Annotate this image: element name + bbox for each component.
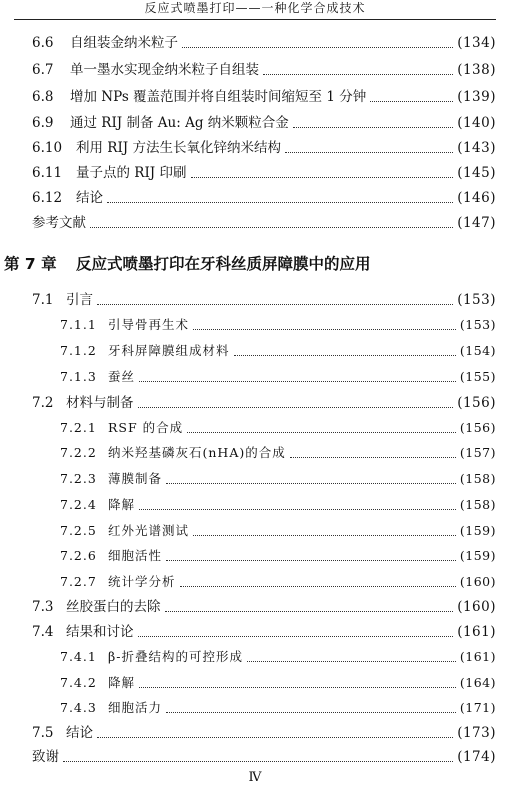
toc-entry[interactable] (32, 596, 496, 618)
leader-dots (166, 483, 456, 484)
toc-entry-number: 7.2.2 (60, 445, 97, 460)
leader-dots (370, 101, 453, 102)
toc-entry-number: 6.11 (32, 165, 63, 181)
leader-dots (191, 177, 454, 178)
toc-entry-page: (145) (457, 165, 496, 181)
toc-entry-title: 统计学分析 (108, 574, 176, 589)
toc-entry-page: (157) (459, 445, 496, 460)
toc-entry-page: (143) (457, 140, 496, 156)
toc-entry-number: 6.8 (32, 89, 54, 105)
toc-entry-title: 纳米羟基磷灰石(nHA)的合成 (108, 445, 286, 460)
leader-dots (138, 407, 454, 408)
toc-entry[interactable] (32, 59, 496, 81)
toc-entry-title: β-折叠结构的可控形成 (108, 649, 243, 664)
toc-entry[interactable] (32, 32, 496, 54)
toc-entry-title: 增加 NPs 覆盖范围并将自组装时间缩短至 1 分钟 (70, 89, 367, 105)
toc-entry-page: (156) (459, 420, 496, 435)
leader-dots (166, 560, 456, 561)
toc-entry-number: 6.12 (32, 190, 63, 206)
toc-entry-number: 7.1 (32, 292, 54, 308)
page-number: Ⅳ (248, 770, 262, 785)
toc-entry-title: 蚕丝 (108, 369, 136, 384)
toc-entry-number: 6.9 (32, 115, 54, 131)
leader-dots (290, 457, 456, 458)
leader-dots (97, 304, 453, 305)
leader-dots (193, 329, 456, 330)
leader-dots (263, 74, 453, 75)
toc-subentry[interactable] (60, 417, 496, 439)
toc-entry-title: 利用 RIJ 方法生长氧化锌纳米结构 (76, 140, 281, 156)
leader-dots (180, 586, 456, 587)
leader-dots (139, 509, 456, 510)
toc-entry[interactable] (32, 86, 496, 108)
toc-entry-page: (134) (457, 35, 496, 51)
leader-dots (138, 636, 454, 637)
toc-entry-number: 7.5 (32, 725, 54, 741)
toc-entry-number: 7.4.3 (60, 700, 97, 715)
toc-entry-number: 7.4.1 (60, 649, 97, 664)
toc-subentry[interactable] (60, 366, 496, 388)
toc-entry-title: 致谢 (32, 749, 59, 765)
toc-entry[interactable] (32, 289, 496, 311)
header-rule (14, 19, 496, 20)
toc-entry-title: 结论 (66, 725, 93, 741)
toc-subentry[interactable] (60, 672, 496, 694)
leader-dots (107, 202, 453, 203)
toc-entry-title: 结论 (76, 190, 103, 206)
toc-entry-page: (164) (459, 675, 496, 690)
leader-dots (139, 381, 456, 382)
toc-entry-title: 薄膜制备 (108, 471, 163, 486)
chapter-title: 反应式喷墨打印在牙科丝质屏障膜中的应用 (75, 255, 371, 273)
toc-entry-title: 细胞活力 (108, 700, 163, 715)
toc-entry-page: (155) (459, 369, 496, 384)
toc-entry-page: (159) (459, 523, 496, 538)
leader-dots (193, 535, 456, 536)
toc-entry-page: (153) (457, 292, 496, 308)
toc-entry-page: (174) (457, 749, 496, 765)
toc-entry-number: 7.2.1 (60, 420, 97, 435)
toc-entry-title: 丝胶蛋白的去除 (66, 599, 161, 615)
toc-subentry[interactable] (60, 571, 496, 593)
leader-dots (165, 611, 454, 612)
toc-entry-page: (159) (459, 548, 496, 563)
toc-subentry[interactable] (60, 520, 496, 542)
toc-entry-number: 7.1.2 (60, 343, 97, 358)
running-header (0, 0, 510, 20)
toc-entry-number: 7.2.4 (60, 497, 97, 512)
toc-entry-page: (154) (459, 343, 496, 358)
toc-entry-title: RSF 的合成 (108, 420, 184, 435)
toc-entry-number: 6.10 (32, 140, 63, 156)
leader-dots (234, 355, 456, 356)
leader-dots (139, 687, 456, 688)
leader-dots (293, 127, 453, 128)
toc-entry-number: 7.1.1 (60, 317, 97, 332)
leader-dots (90, 227, 453, 228)
toc-subentry[interactable] (60, 442, 496, 464)
toc-entry-title: 结果和讨论 (66, 624, 134, 640)
leader-dots (166, 712, 456, 713)
toc-entry-page: (147) (457, 215, 496, 231)
chapter-number: 第 7 章 (4, 255, 57, 273)
toc-entry-acknowledgements[interactable] (32, 746, 496, 768)
toc-entry-page: (153) (459, 317, 496, 332)
toc-entry-title: 降解 (108, 497, 136, 512)
toc-entry-title: 单一墨水实现金纳米粒子自组装 (70, 62, 259, 78)
toc-entry[interactable] (32, 137, 496, 159)
toc-entry[interactable] (32, 112, 496, 134)
leader-dots (182, 47, 453, 48)
toc-entry-number: 6.6 (32, 35, 54, 51)
toc-entry-title: 量子点的 RIJ 印刷 (76, 165, 187, 181)
toc-entry[interactable] (32, 621, 496, 643)
toc-entry[interactable] (32, 392, 496, 414)
toc-entry-page: (161) (457, 624, 496, 640)
toc-entry-title: 自组装金纳米粒子 (70, 35, 178, 51)
toc-entry-number: 7.2 (32, 395, 54, 411)
leader-dots (187, 432, 456, 433)
leader-dots (97, 737, 453, 738)
toc-entry-number: 7.2.5 (60, 523, 97, 538)
toc-entry-title: 通过 RIJ 制备 Au: Ag 纳米颗粒合金 (70, 115, 289, 131)
leader-dots (63, 761, 453, 762)
toc-entry-number: 7.4.2 (60, 675, 97, 690)
toc-entry-title: 参考文献 (32, 215, 86, 231)
toc-entry-title: 降解 (108, 675, 136, 690)
toc-entry-page: (158) (459, 471, 496, 486)
toc-subentry[interactable] (60, 340, 496, 362)
toc-entry-page: (140) (457, 115, 496, 131)
toc-subentry[interactable] (60, 494, 496, 516)
toc-entry-number: 7.2.6 (60, 548, 97, 563)
toc-entry-title: 细胞活性 (108, 548, 163, 563)
toc-entry-number: 7.2.3 (60, 471, 97, 486)
toc-entry-page: (160) (457, 599, 496, 615)
toc-entry-title: 引导骨再生术 (108, 317, 190, 332)
toc-entry-page: (158) (459, 497, 496, 512)
page-number-footer (0, 770, 510, 785)
toc-subentry[interactable] (60, 468, 496, 490)
toc-entry-title: 牙科屏障膜组成材料 (108, 343, 230, 358)
toc-entry-page: (156) (457, 395, 496, 411)
toc-subentry[interactable] (60, 545, 496, 567)
toc-subentry[interactable] (60, 314, 496, 336)
toc-entry-page: (173) (457, 725, 496, 741)
toc-entry-references[interactable] (32, 212, 496, 234)
toc-entry-title: 材料与制备 (66, 395, 134, 411)
toc-entry[interactable] (32, 722, 496, 744)
leader-dots (285, 152, 453, 153)
toc-entry-title: 引言 (66, 292, 93, 308)
toc-entry-page: (138) (457, 62, 496, 78)
toc-entry-number: 6.7 (32, 62, 54, 78)
toc-entry-title: 红外光谱测试 (108, 523, 190, 538)
toc-entry-number: 7.4 (32, 624, 54, 640)
toc-entry[interactable] (32, 162, 496, 184)
toc-entry-page: (160) (459, 574, 496, 589)
chapter-heading[interactable] (4, 252, 371, 274)
running-header-text: 反应式喷墨打印——一种化学合成技术 (144, 1, 366, 15)
toc-entry[interactable] (32, 187, 496, 209)
toc-entry-page: (161) (459, 649, 496, 664)
toc-subentry[interactable] (60, 697, 496, 719)
toc-entry-page: (146) (457, 190, 496, 206)
toc-entry-number: 7.3 (32, 599, 54, 615)
toc-entry-page: (171) (459, 700, 496, 715)
toc-entry-page: (139) (457, 89, 496, 105)
toc-entry-number: 7.2.7 (60, 574, 97, 589)
toc-subentry[interactable] (60, 646, 496, 668)
toc-entry-number: 7.1.3 (60, 369, 97, 384)
leader-dots (247, 661, 456, 662)
